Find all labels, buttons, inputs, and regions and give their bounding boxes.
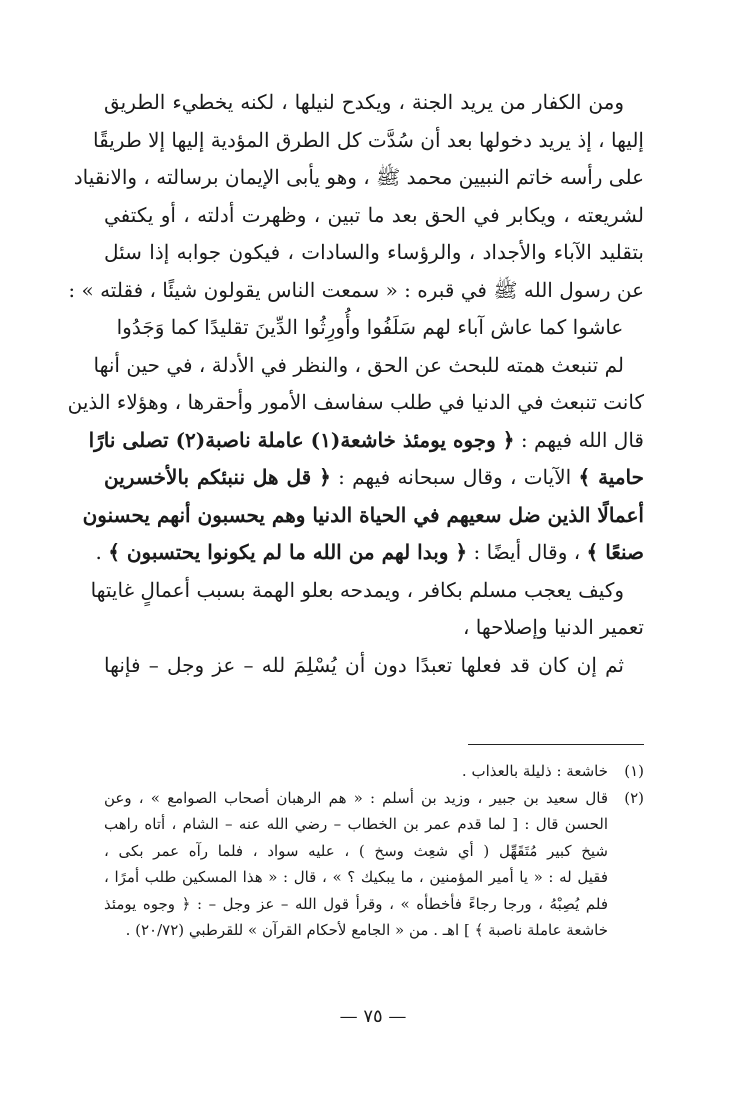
footnote-number: (١) <box>624 762 644 780</box>
quran-quote: ﴿ وبدا لهم من الله ما لم يكونوا يحتسبون ﴾ <box>108 540 468 564</box>
footnote-separator <box>468 744 644 745</box>
body-line: كانت تنبعث في الدنيا في طلب سفاسف الأمور وأحقرها ، وهؤلاء الذين <box>67 390 644 414</box>
footnote-line: خاشعة : ذليلة بالعذاب . <box>461 762 608 780</box>
footnote-text <box>104 785 608 944</box>
body-line: إليها ، إذ يريد دخولها بعد أن سُدَّت كل الطرق المؤدية إليها إلا طريقًا <box>93 127 644 152</box>
body-line <box>95 534 644 572</box>
body-text: . <box>95 540 109 564</box>
body-text: ، وقال أيضًا : <box>467 540 587 564</box>
quran-quote: صنعًا ﴾ <box>586 540 644 564</box>
body-line: عن رسول الله ﷺ في قبره : « سمعت الناس يقولون شيئًا ، فقلته » : <box>68 277 644 302</box>
footnote-line: الحسن قال : [ لما قدم عمر بن الخطاب – رضي الله عنه – الشام ، أتاه راهب <box>104 815 608 833</box>
footnote-text <box>104 758 608 785</box>
quran-quote: حامية ﴾ <box>578 465 645 489</box>
body-line: تعمير الدنيا وإصلاحها ، <box>462 615 644 639</box>
body-line <box>82 497 644 535</box>
page-number: — ٧٥ — <box>339 1006 407 1027</box>
quran-quote: ﴿ وجوه يومئذ خاشعة(١) عاملة ناصبة(٢) تصلى نارًا <box>88 427 515 452</box>
body-line: لشريعته ، ويكابر في الحق بعد ما تبين ، وظهرت أدلته ، أو يكتفي <box>104 202 644 227</box>
body-line: ثم إن كان قد فعلها تعبدًا دون أن يُسْلِمَ لله – عز وجل – فإنها <box>104 652 624 677</box>
body-line <box>104 459 644 497</box>
footnote-line: فقيل له : « يا أمير المؤمنين ، ما يبكيك ؟ » ، قال : « هذا المسكين طلب أمرًا ، <box>104 868 608 886</box>
quran-quote: أعمالًا الذين ضل سعيهم في الحياة الدنيا وهم يحسبون أنهم يحسنون <box>82 502 644 527</box>
body-line: بتقليد الآباء والأجداد ، والرؤساء والسادات ، فيكون جوابه إذا سئل <box>104 240 644 264</box>
footnotes <box>104 758 644 944</box>
body-line <box>88 422 644 460</box>
body-line: ومن الكفار من يريد الجنة ، ويكدح لنيلها ، لكنه يخطيء الطريق <box>104 90 624 114</box>
quran-quote: ﴿ قل هل ننبئكم بالأخسرين <box>104 465 331 489</box>
footnote-line: شيخ كبير مُتَقَهِّل ( أي شعِث وسخ ) ، عليه سواد ، فلما رآه عمر بكى ، <box>104 841 608 860</box>
body-text: الآيات ، وقال سبحانه فيهم : <box>330 465 579 489</box>
footnote-number: (٢) <box>624 788 644 807</box>
body-line: وكيف يعجب مسلم بكافر ، ويمدحه بعلو الهمة بسبب أعمالٍ غايتها <box>90 577 624 602</box>
body-line: على رأسه خاتم النبيين محمد ﷺ ، وهو يأبى الإيمان برسالته ، والانقياد <box>73 165 644 189</box>
footnote-line: قال سعيد بن جبير ، وزيد بن أسلم : « هم الرهبان أصحاب الصوامع » ، وعن <box>104 788 608 807</box>
main-text <box>67 84 645 684</box>
footnote-2 <box>104 785 644 944</box>
body-text: قال الله فيهم : <box>514 427 644 452</box>
footnote-line: خاشعة عاملة ناصبة ﴾ ] اهـ . من « الجامع لأحكام القرآن » للقرطبي (٢٠/٧٢) . <box>125 921 608 939</box>
poetry-verse: عاشوا كما عاش آباء لهم سَلَفُوا وأُورِثُوا الدِّينَ تقليدًا كما وَجَدُوا <box>116 315 624 339</box>
footnote-1 <box>104 758 644 785</box>
body-line: لم تنبعث همته للبحث عن الحق ، والنظر في الأدلة ، في حين أنها <box>93 352 624 377</box>
footnote-line: فلم يُصِبْهُ ، ورجا رجاءً فأخطأه » ، وقرأ قول الله – عز وجل – : ﴿ وجوه يومئذ <box>104 894 608 913</box>
